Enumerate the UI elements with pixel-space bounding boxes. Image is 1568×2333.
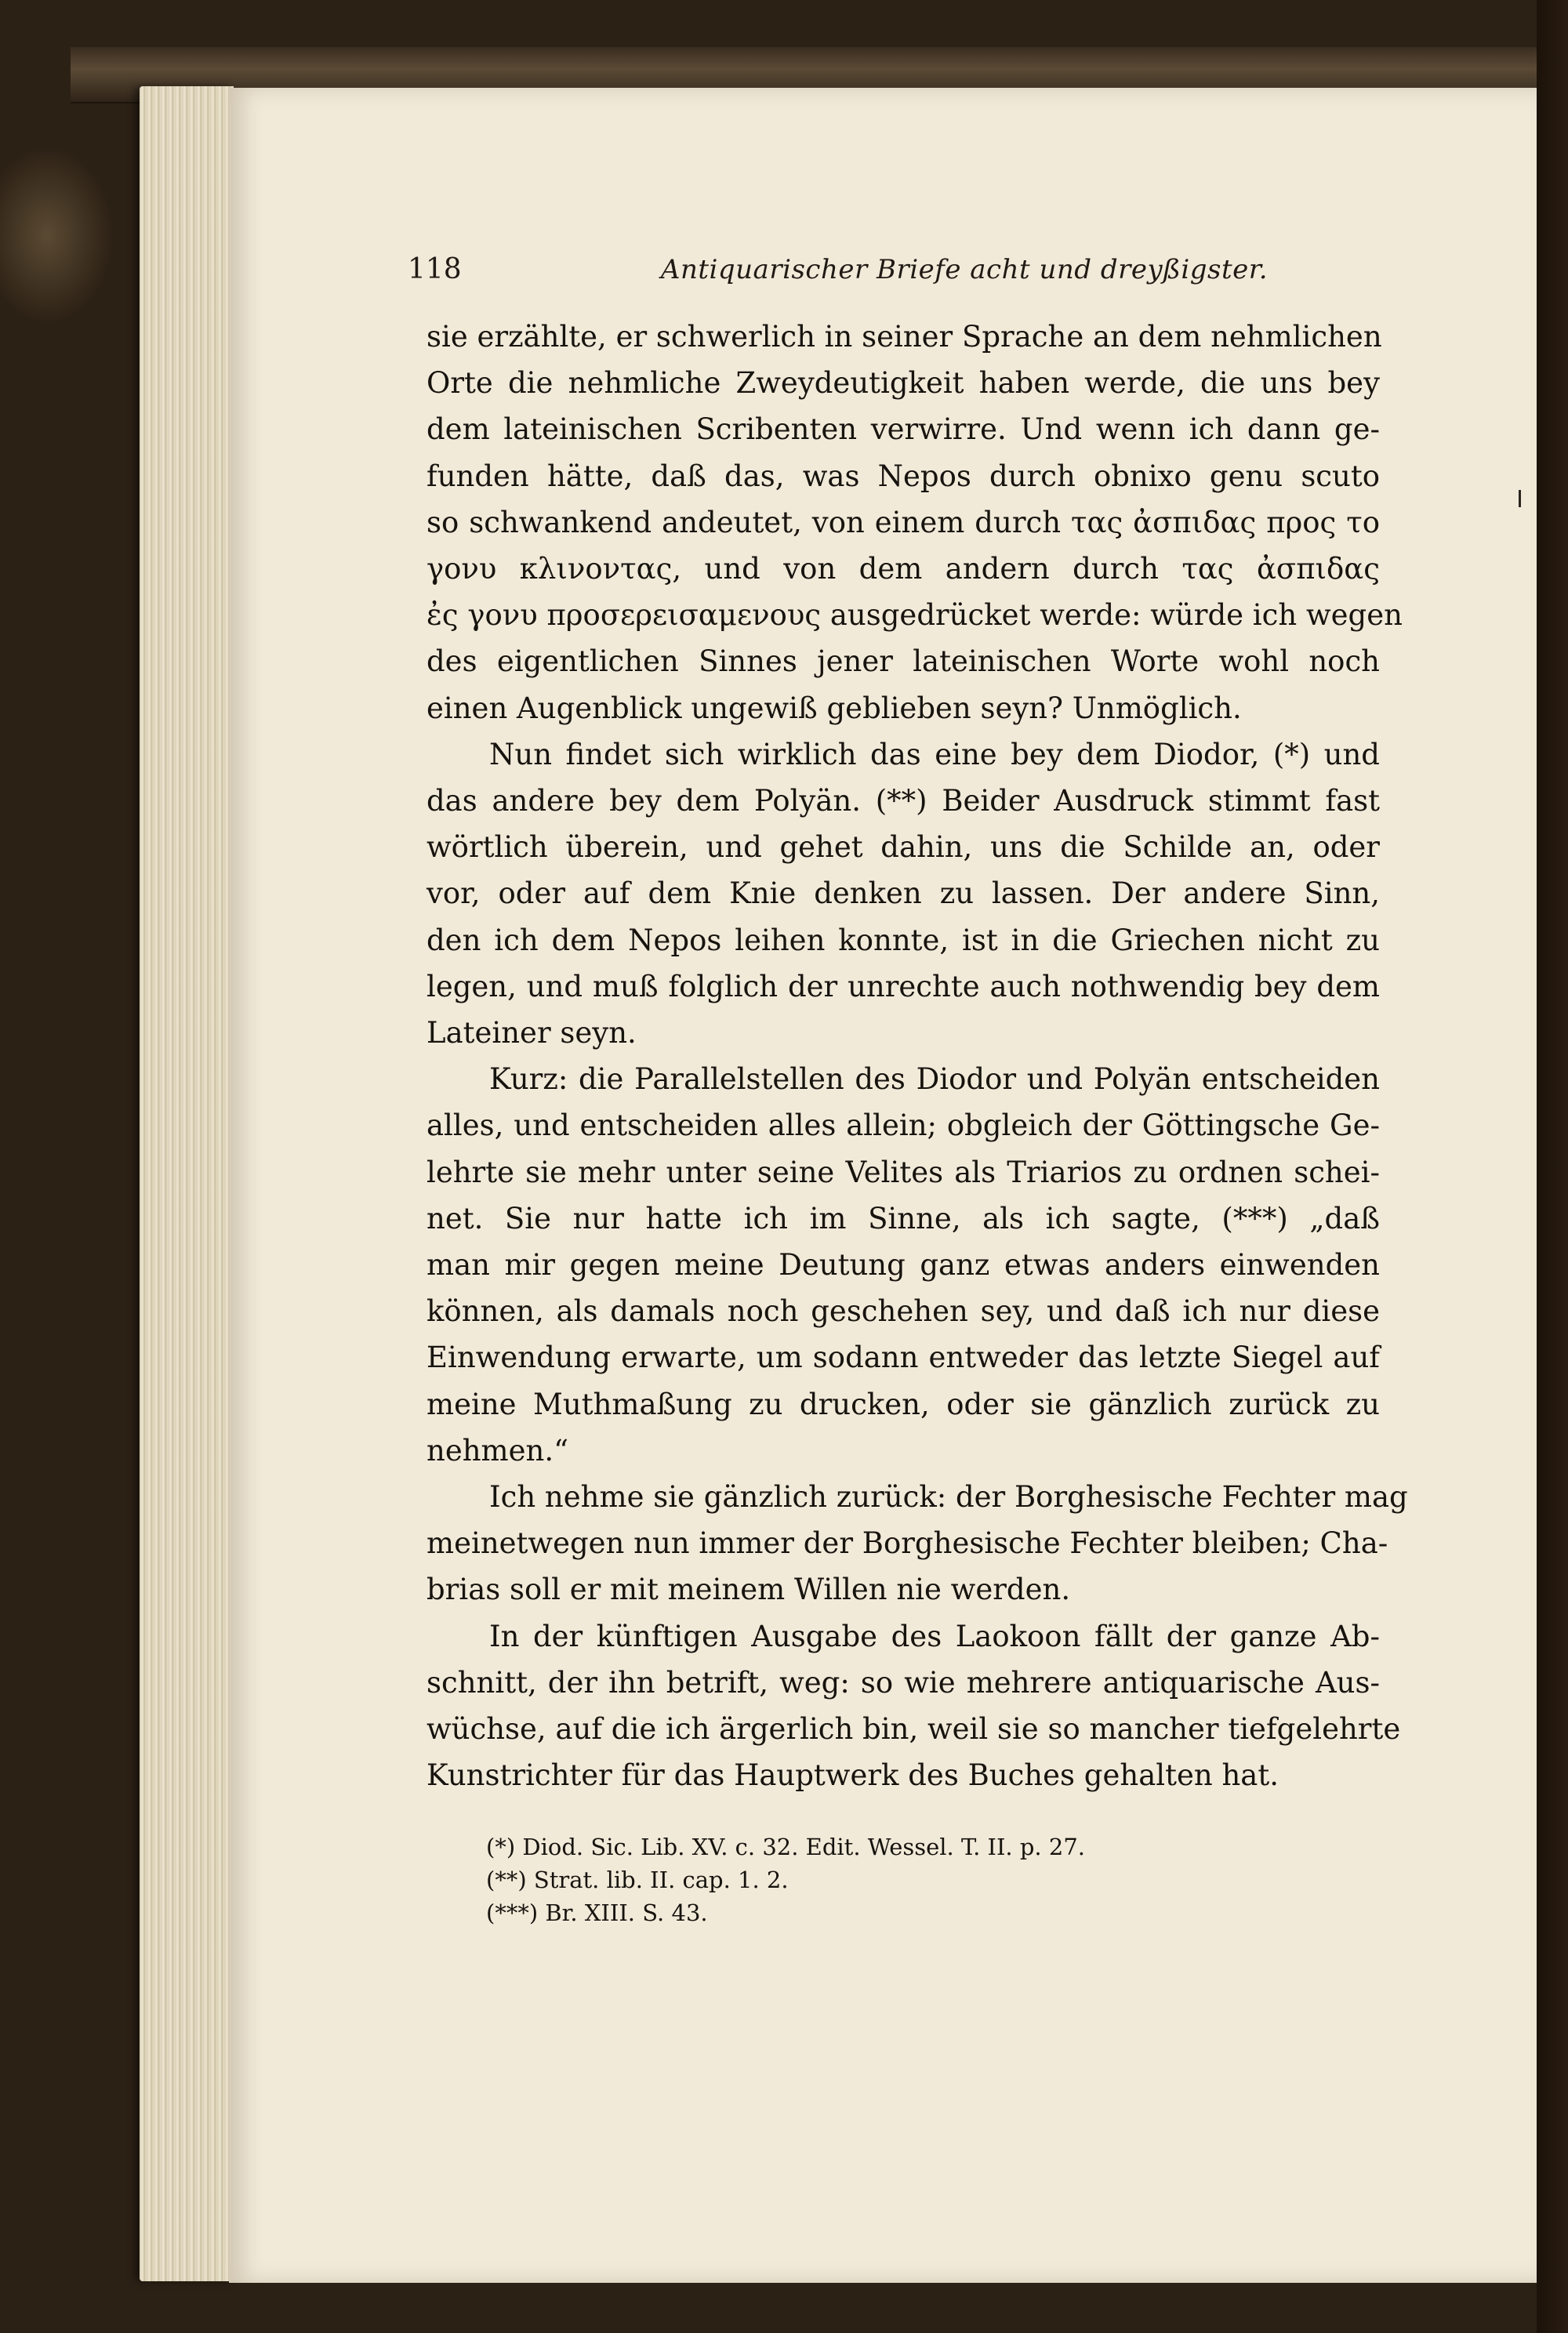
- paragraph: [426, 314, 1403, 731]
- text-line: können, als damals noch geschehen sey, und daß ich nur diese: [426, 1294, 1380, 1329]
- page-mark: [1519, 490, 1521, 507]
- text-line: Orte die nehmliche Zweydeutigkeit haben werde, die uns bey: [426, 366, 1380, 401]
- text-line: so schwankend andeutet, von einem durch τας ἀσπιδας προς το: [426, 505, 1380, 539]
- text-line: man mir gegen meine Deutung ganz etwas anders einwenden: [426, 1248, 1380, 1283]
- text-line: Ich nehme sie gänzlich zurück: der Borghesische Fechter mag: [489, 1480, 1408, 1515]
- text-line: das andere bey dem Polyän. (**) Beider Ausdruck stimmt fast: [426, 784, 1380, 818]
- text-line: brias soll er mit meinem Willen nie werden.: [426, 1573, 1071, 1607]
- text-line: dem lateinischen Scribenten verwirre. Und wenn ich dann ge-: [426, 412, 1380, 447]
- page-number: 118: [408, 253, 462, 285]
- text-line: Nun findet sich wirklich das eine bey dem Diodor, (*) und: [489, 737, 1380, 771]
- text-line: sie erzählte, er schwerlich in seiner Sprache an dem nehmlichen: [426, 320, 1382, 354]
- text-line: nehmen.“: [426, 1433, 569, 1468]
- footnote: (**) Strat. lib. II. cap. 1. 2.: [486, 1867, 789, 1893]
- text-line: den ich dem Nepos leihen konnte, ist in die Griechen nicht zu: [426, 923, 1380, 957]
- paragraph: [426, 1613, 1401, 1799]
- running-title: Antiquarischer Briefe acht und dreyßigster.: [660, 254, 1269, 285]
- paragraph: [426, 1474, 1408, 1613]
- text-line: net. Sie nur hatte ich im Sinne, als ich sagte, (***) „daß: [426, 1201, 1380, 1235]
- text-line: des eigentlichen Sinnes jener lateinischen Worte wohl noch: [426, 644, 1380, 679]
- text-line: lehrte sie mehr unter seine Velites als Triarios zu ordnen schei-: [426, 1155, 1380, 1189]
- text-line: γονυ κλινοντας, und von dem andern durch τας ἀσπιδας: [426, 552, 1380, 586]
- text-line: legen, und muß folglich der unrechte auch nothwendig bey dem: [426, 969, 1380, 1003]
- text-line: schnitt, der ihn betrift, weg: so wie mehrere antiquarische Aus-: [426, 1665, 1380, 1700]
- book-cover-right-edge: [1537, 0, 1568, 2333]
- footnotes: [486, 1830, 1348, 1929]
- text-line: Einwendung erwarte, um sodann entweder das letzte Siegel auf: [426, 1341, 1380, 1375]
- paragraph: [426, 1056, 1380, 1474]
- text-line: Kunstrichter für das Hauptwerk des Buches gehalten hat.: [426, 1758, 1279, 1793]
- text-line: wüchse, auf die ich ärgerlich bin, weil sie so mancher tiefgelehrte: [426, 1712, 1401, 1747]
- footnote: (*) Diod. Sic. Lib. XV. c. 32. Edit. Wessel. T. II. p. 27.: [486, 1834, 1085, 1860]
- text-line: ἐς γονυ προσερεισαμενους ausgedrücket werde: würde ich wegen: [426, 598, 1403, 633]
- text-line: meine Muthmaßung zu drucken, oder sie gänzlich zurück zu: [426, 1387, 1380, 1421]
- text-line: einen Augenblick ungewiß geblieben seyn? Unmöglich.: [426, 691, 1242, 725]
- footnote: (***) Br. XIII. S. 43.: [486, 1899, 708, 1926]
- text-line: Lateiner seyn.: [426, 1016, 637, 1050]
- body-text: [426, 314, 1408, 1799]
- text-line: funden hätte, daß das, was Nepos durch obnixo genu scuto: [426, 459, 1380, 493]
- running-head: [408, 253, 1380, 292]
- text-line: wörtlich überein, und gehet dahin, uns die Schilde an, oder: [426, 830, 1380, 865]
- text-line: meinetwegen nun immer der Borghesische Fechter bleiben; Cha-: [426, 1526, 1388, 1561]
- text-line: vor, oder auf dem Knie denken zu lassen. Der andere Sinn,: [426, 876, 1380, 911]
- page-stack-edges: [140, 86, 234, 2281]
- text-line: In der künftigen Ausgabe des Laokoon fällt der ganze Ab-: [489, 1619, 1380, 1653]
- text-line: alles, und entscheiden alles allein; obgleich der Göttingsche Ge-: [426, 1108, 1380, 1143]
- text-line: Kurz: die Parallelstellen des Diodor und Polyän entscheiden: [489, 1062, 1380, 1097]
- paragraph: [426, 731, 1380, 1056]
